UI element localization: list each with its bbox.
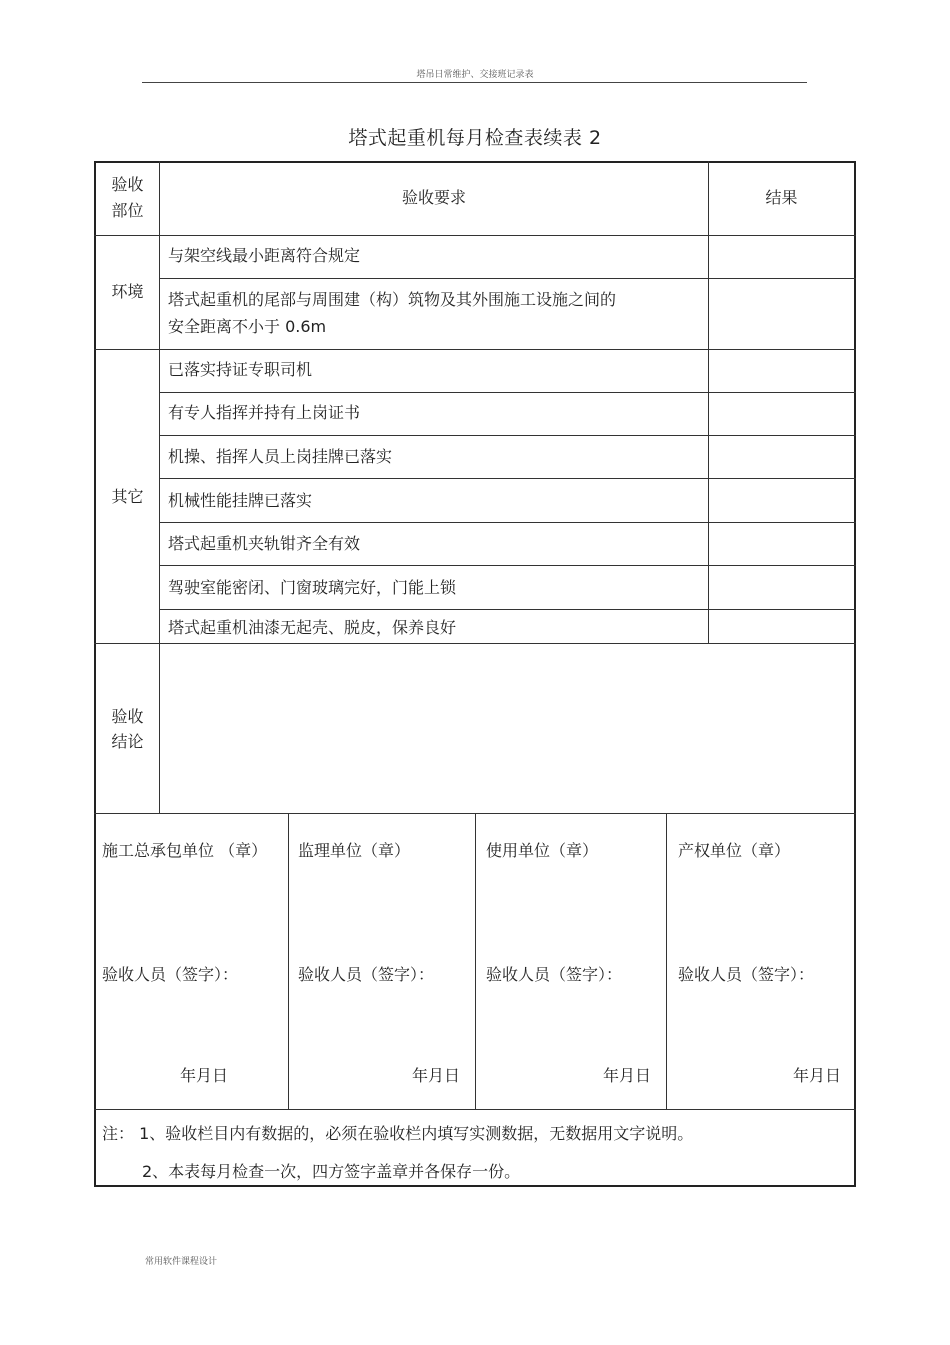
note-line: 注： 1、验收栏目内有数据的，必须在验收栏内填写实测数据，无数据用文字说明。 xyxy=(102,1124,694,1143)
row-divider xyxy=(159,435,856,436)
table-border-right xyxy=(854,161,856,1187)
running-header: 塔吊日常维护、交接班记录表 xyxy=(416,70,534,80)
signature-unit: 监理单位（章） xyxy=(298,841,411,860)
requirement-item: 塔式起重机的尾部与周围建（构）筑物及其外围施工设施之间的 xyxy=(168,290,617,309)
requirement-item: 塔式起重机夹轨钳齐全有效 xyxy=(168,534,361,553)
requirement-item: 驾驶室能密闭、门窗玻璃完好，门能上锁 xyxy=(168,578,457,597)
signature-signer: 验收人员（签字）： xyxy=(486,965,623,984)
row-divider xyxy=(159,278,856,279)
header-part-line2: 部位 xyxy=(111,201,144,220)
header-part-line1: 验收 xyxy=(111,175,144,194)
running-footer: 常用软件课程设计 xyxy=(145,1257,218,1267)
row-divider xyxy=(159,565,856,566)
row-divider xyxy=(159,609,856,610)
header-requirement: 验收要求 xyxy=(401,188,466,207)
requirement-item: 机械性能挂牌已落实 xyxy=(168,491,313,510)
section-label-other: 其它 xyxy=(111,487,144,506)
signature-date: 年月日 xyxy=(603,1066,652,1085)
signature-signer: 验收人员（签字）： xyxy=(298,965,435,984)
signature-unit: 产权单位（章） xyxy=(678,841,791,860)
signature-date: 年月日 xyxy=(793,1066,842,1085)
column-divider xyxy=(159,161,160,813)
conclusion-label-line1: 验收 xyxy=(111,707,144,726)
row-divider xyxy=(159,392,856,393)
note-line: 2、本表每月检查一次，四方签字盖章并各保存一份。 xyxy=(142,1162,521,1181)
row-divider xyxy=(159,522,856,523)
row-divider xyxy=(159,478,856,479)
signature-date: 年月日 xyxy=(180,1066,229,1085)
column-divider xyxy=(666,813,667,1109)
conclusion-label-line2: 结论 xyxy=(111,732,144,751)
header-result: 结果 xyxy=(765,188,798,207)
signature-date: 年月日 xyxy=(412,1066,461,1085)
column-divider xyxy=(708,161,709,643)
table-border-top xyxy=(94,161,856,163)
row-divider xyxy=(94,349,856,350)
row-divider xyxy=(94,1109,856,1110)
signature-signer: 验收人员（签字）： xyxy=(102,965,239,984)
column-divider xyxy=(475,813,476,1109)
section-label-environment: 环境 xyxy=(111,282,144,301)
requirement-item: 已落实持证专职司机 xyxy=(168,360,313,379)
table-border-left xyxy=(94,161,96,1187)
requirement-item: 安全距离不小于 0.6m xyxy=(168,317,327,336)
signature-signer: 验收人员（签字）： xyxy=(678,965,815,984)
signature-unit: 施工总承包单位 （章） xyxy=(102,841,268,860)
requirement-item: 与架空线最小距离符合规定 xyxy=(168,246,361,265)
requirement-item: 塔式起重机油漆无起壳、脱皮，保养良好 xyxy=(168,618,457,637)
table-border-bottom xyxy=(94,1185,856,1187)
row-divider xyxy=(94,235,856,236)
requirement-item: 有专人指挥并持有上岗证书 xyxy=(168,403,361,422)
column-divider xyxy=(288,813,289,1109)
requirement-item: 机操、指挥人员上岗挂牌已落实 xyxy=(168,447,393,466)
signature-unit: 使用单位（章） xyxy=(486,841,599,860)
page-title: 塔式起重机每月检查表续表 2 xyxy=(348,127,602,149)
row-divider xyxy=(94,643,856,644)
